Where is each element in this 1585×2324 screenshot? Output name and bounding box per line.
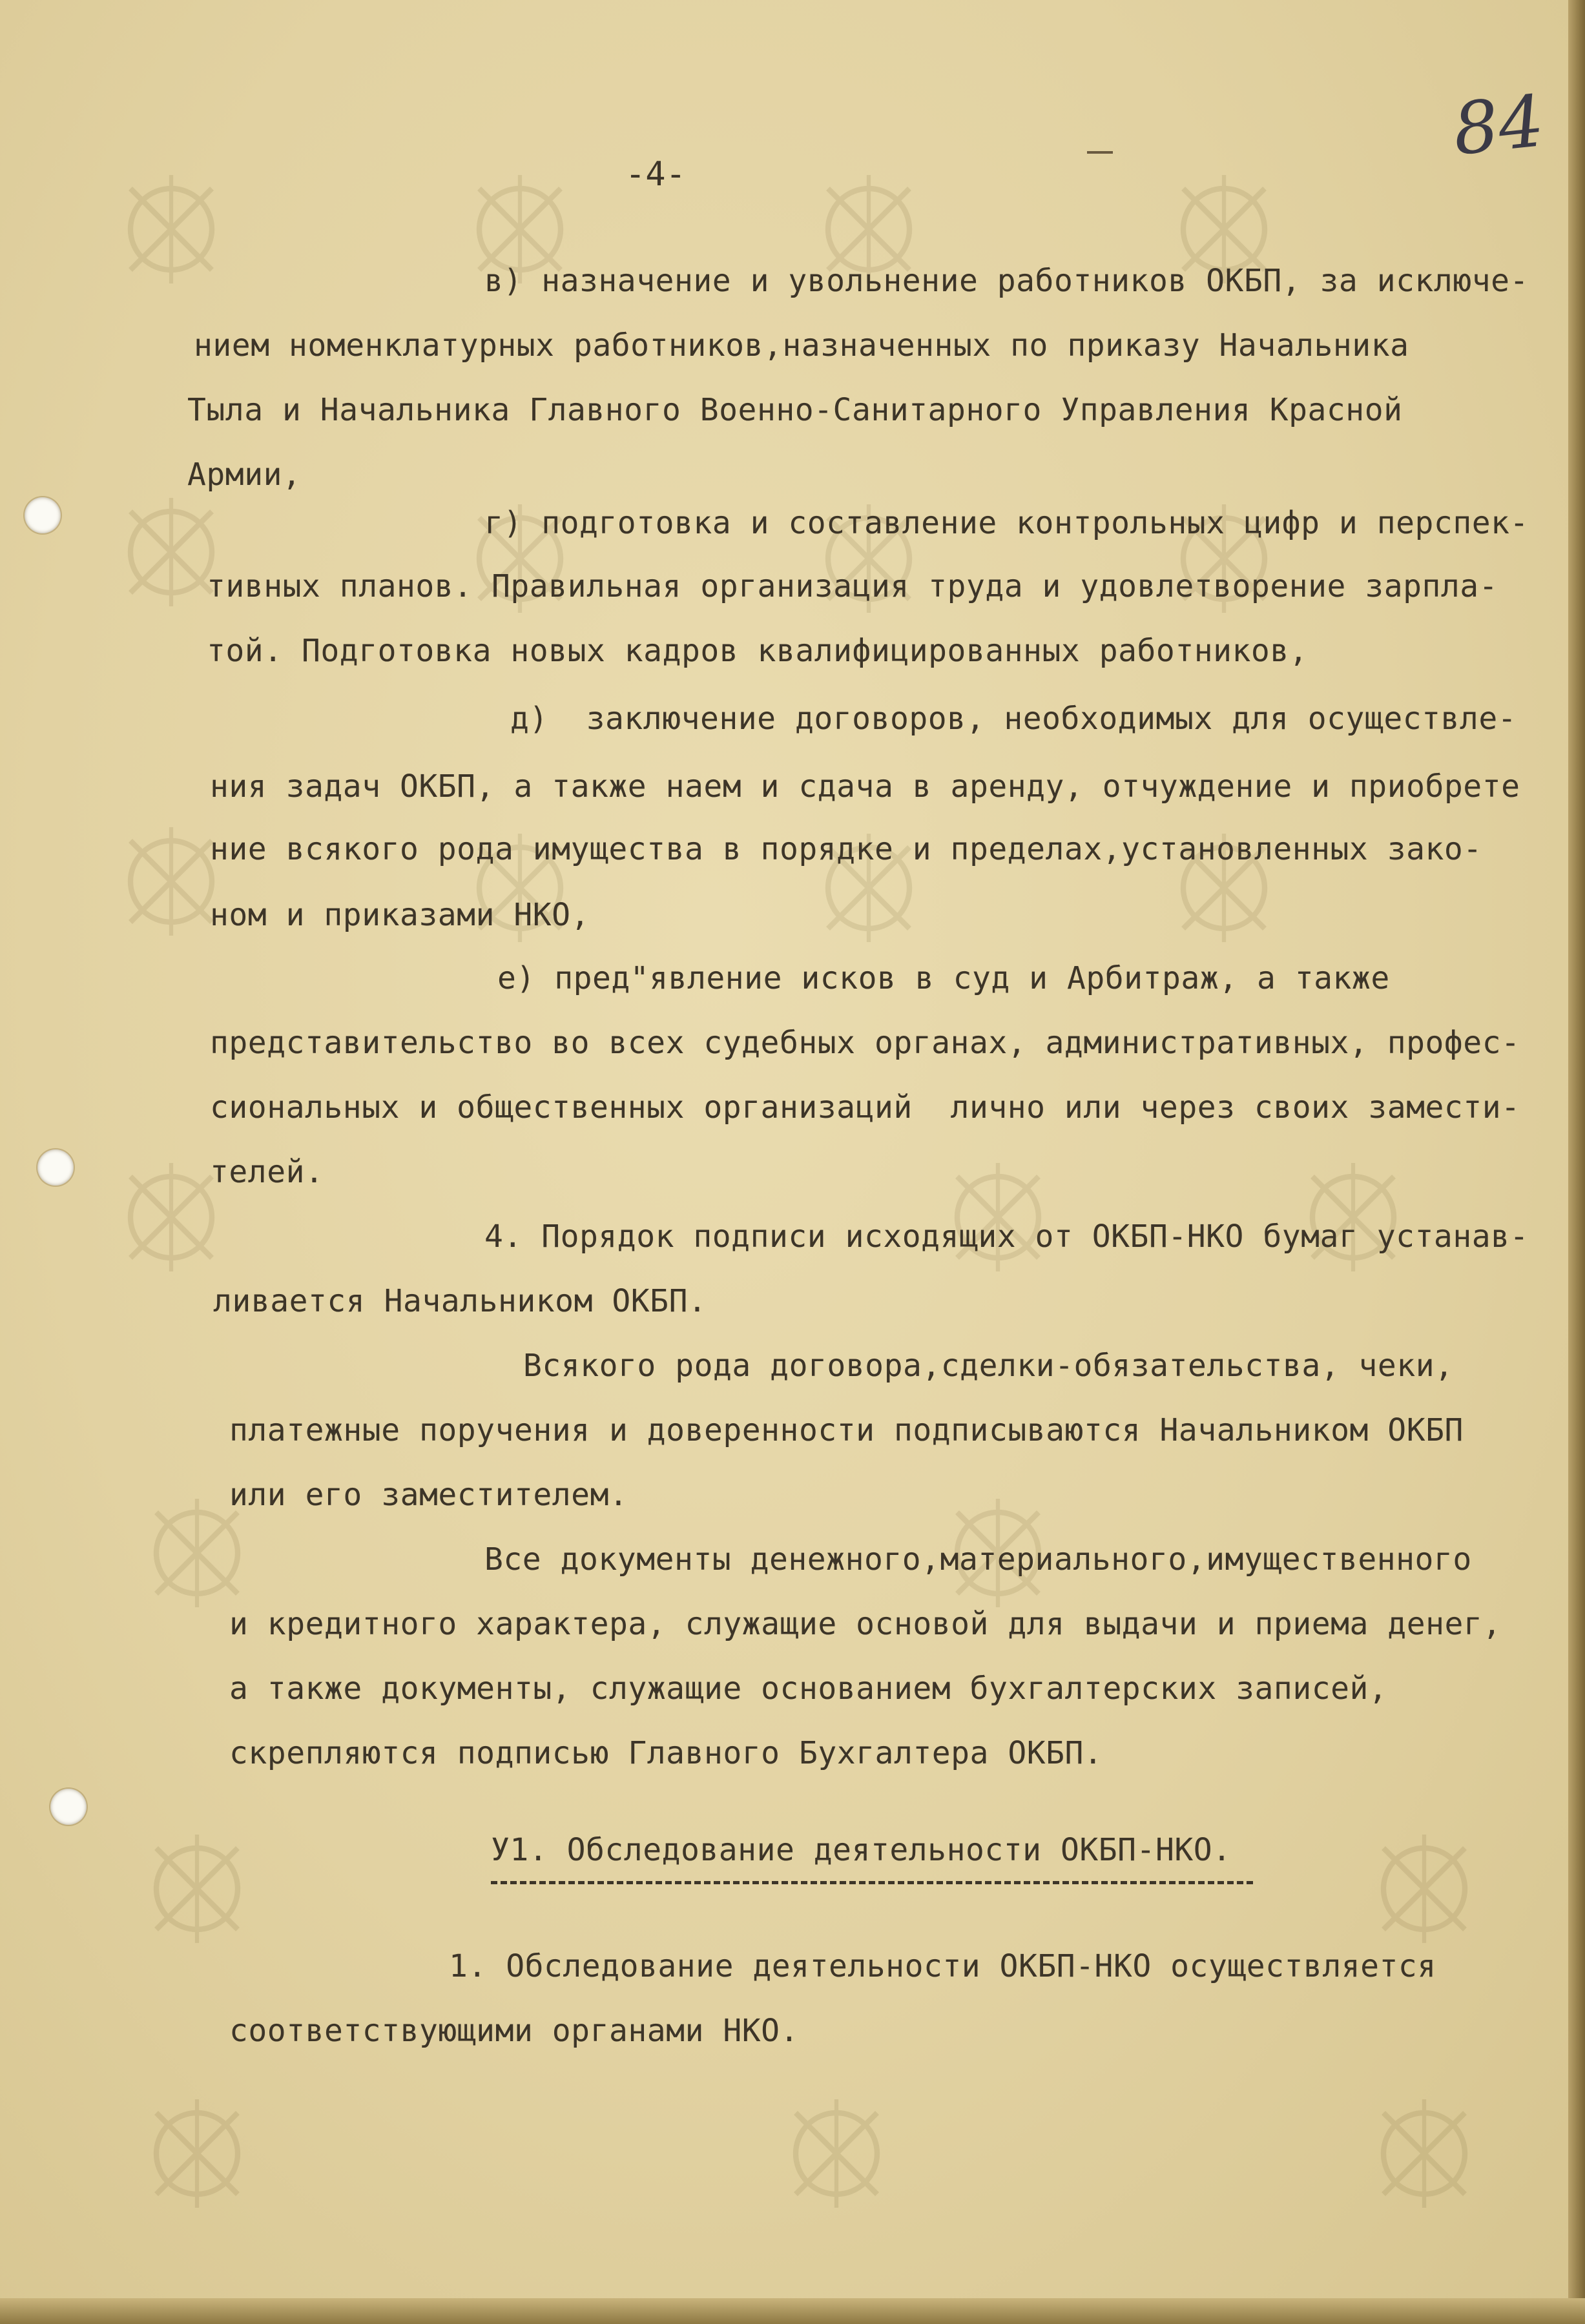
text-line: е) пред"явление исков в суд и Арбитраж, а также [497,960,1390,996]
text-line: телей. [210,1154,324,1190]
text-line: нием номенклатурных работников,назначенных по приказу Начальника [194,327,1409,364]
text-line: а также документы, служащие основанием бухгалтерских записей, [229,1671,1388,1707]
text-line: и кредитного характера, служащие основой для выдачи и приема денег, [229,1606,1502,1642]
section-heading: У1. Обследование деятельности ОКБП-НКО. [491,1832,1232,1868]
text-line: Тыла и Начальника Главного Военно-Санитарного Управления Красной [187,392,1403,428]
page-edge-bottom [0,2298,1585,2324]
punch-hole [37,1149,74,1186]
watermark-emblem-icon [769,2086,904,2221]
watermark-emblem-icon [1356,1821,1492,1957]
text-line: г) подготовка и составление контрольных цифр и перспек- [484,505,1529,541]
text-line: тивных планов. Правильная организация труда и удовлетворение зарпла- [207,568,1498,604]
text-line: 1. Обследование деятельности ОКБП-НКО осуществляется [449,1948,1436,1984]
text-line: соответствующими органами НКО. [229,2013,799,2049]
watermark-emblem-icon [129,1821,265,1957]
text-line: в) назначение и увольнение работников ОКБП, за исключе- [484,263,1529,299]
text-line: д) заключение договоров, необходимых для осуществле- [510,701,1517,737]
watermark-emblem-icon [103,161,239,297]
page-number: -4- [625,155,686,194]
text-line: представительство во всех судебных органах, административных, профес- [210,1025,1520,1061]
page-edge-right [1568,0,1585,2324]
text-line: ния задач ОКБП, а также наем и сдача в аренду, отчуждение и приобрете [210,768,1520,805]
text-line: 4. Порядок подписи исходящих от ОКБП-НКО бумаг устанав- [484,1219,1529,1255]
watermark-emblem-icon [129,2086,265,2221]
watermark-emblem-icon [1356,2086,1492,2221]
margin-mark [1087,151,1113,154]
text-line: той. Подготовка новых кадров квалифицированных работников, [207,633,1309,669]
text-line: Армии, [187,457,302,493]
text-line: сиональных и общественных организаций лично или через своих замести- [210,1089,1520,1126]
text-line: ливается Начальником ОКБП. [213,1283,707,1319]
archive-folio-number: 84 [1449,79,1548,171]
heading-underline [491,1881,1253,1884]
text-line: Всякого рода договора,сделки-обязательства, чеки, [523,1348,1454,1384]
text-line: или его заместителем. [229,1477,628,1513]
text-line: Все документы денежного,материального,имущественного [484,1541,1472,1578]
text-line: ние всякого рода имущества в порядке и пределах,установленных зако- [210,831,1482,867]
text-line: ном и приказами НКО, [210,897,590,933]
text-line: платежные поручения и доверенности подписываются Начальником ОКБП [229,1412,1464,1448]
punch-hole [25,497,61,533]
punch-hole [50,1789,87,1825]
text-line: скрепляются подписью Главного Бухгалтера ОКБП. [229,1735,1103,1771]
